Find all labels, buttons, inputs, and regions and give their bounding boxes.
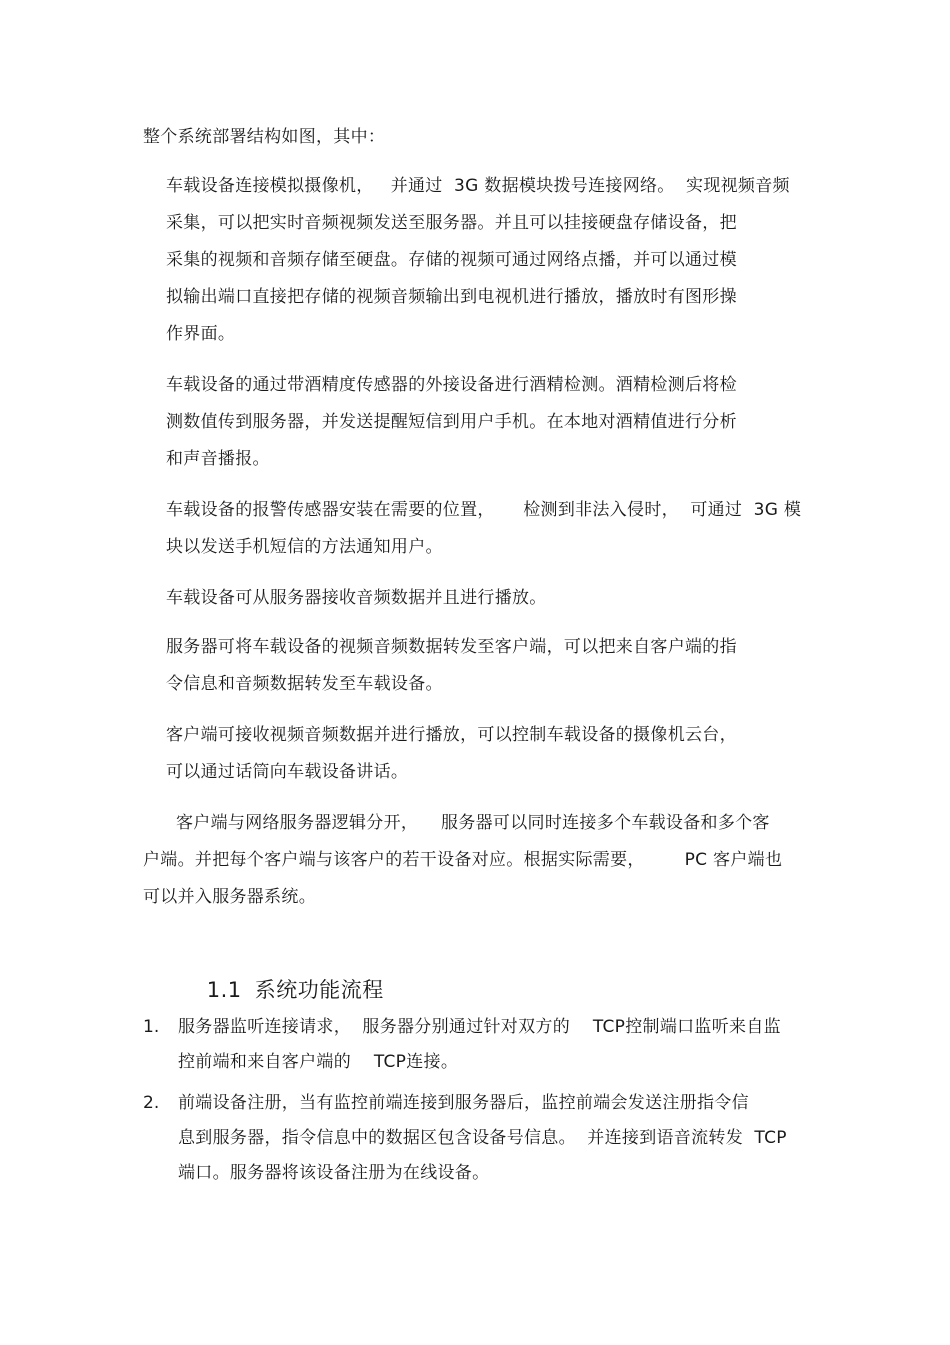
intro-line: 整个系统部署结构如图，其中：: [143, 127, 386, 147]
paragraph-line: 车载设备的通过带酒精度传感器的外接设备进行酒精检测。酒精检测后将检: [166, 375, 737, 395]
paragraph-line: 作界面。: [166, 324, 236, 344]
paragraph-line: 令信息和音频数据转发至车载设备。: [166, 674, 443, 694]
paragraph-line: 拟输出端口直接把存储的视频音频输出到电视机进行播放，播放时有图形操: [166, 287, 737, 307]
paragraph-line: 和声音播报。: [166, 449, 270, 469]
paragraph-line: 测数值传到服务器，并发送提醒短信到用户手机。在本地对酒精值进行分析: [166, 412, 737, 432]
paragraph-line: 可以通过话筒向车载设备讲话。: [166, 762, 409, 782]
list-number: 1.: [143, 1017, 160, 1037]
paragraph-line: 采集，可以把实时音频视频发送至服务器。并且可以挂接硬盘存储设备，把: [166, 213, 737, 233]
paragraph-line: 服务器可将车载设备的视频音频数据转发至客户端，可以把来自客户端的指: [166, 637, 737, 657]
paragraph-line: 户端。并把每个客户端与该客户的若干设备对应。根据实际需要， PC 客户端也: [143, 850, 783, 870]
paragraph-line: 客户端可接收视频音频数据并进行播放，可以控制车载设备的摄像机云台，: [166, 725, 737, 745]
paragraph-line: 车载设备连接模拟摄像机， 并通过 3G 数据模块拨号连接网络。 实现视频音频: [166, 176, 790, 196]
section-title: 系统功能流程: [254, 978, 384, 1002]
list-item-line: 前端设备注册，当有监控前端连接到服务器后，监控前端会发送注册指令信: [178, 1093, 749, 1113]
paragraph-line: 车载设备的报警传感器安装在需要的位置， 检测到非法入侵时， 可通过 3G 模: [166, 500, 802, 520]
list-item-line: 息到服务器，指令信息中的数据区包含设备号信息。 并连接到语音流转发 TCP: [178, 1128, 787, 1148]
paragraph-line: 块以发送手机短信的方法通知用户。: [166, 537, 443, 557]
list-number: 2.: [143, 1093, 160, 1113]
section-number: 1.1: [206, 978, 242, 1002]
list-item-line: 端口。服务器将该设备注册为在线设备。: [178, 1163, 490, 1183]
paragraph-line: 车载设备可从服务器接收音频数据并且进行播放。: [166, 588, 547, 608]
paragraph-line: 客户端与网络服务器逻辑分开， 服务器可以同时连接多个车载设备和多个客: [176, 813, 770, 833]
paragraph-line: 可以并入服务器系统。: [143, 887, 316, 907]
list-item-line: 控前端和来自客户端的 TCP连接。: [178, 1052, 459, 1072]
list-item-line: 服务器监听连接请求， 服务器分别通过针对双方的 TCP控制端口监听来自监: [178, 1017, 781, 1037]
paragraph-line: 采集的视频和音频存储至硬盘。存储的视频可通过网络点播，并可以通过模: [166, 250, 737, 270]
